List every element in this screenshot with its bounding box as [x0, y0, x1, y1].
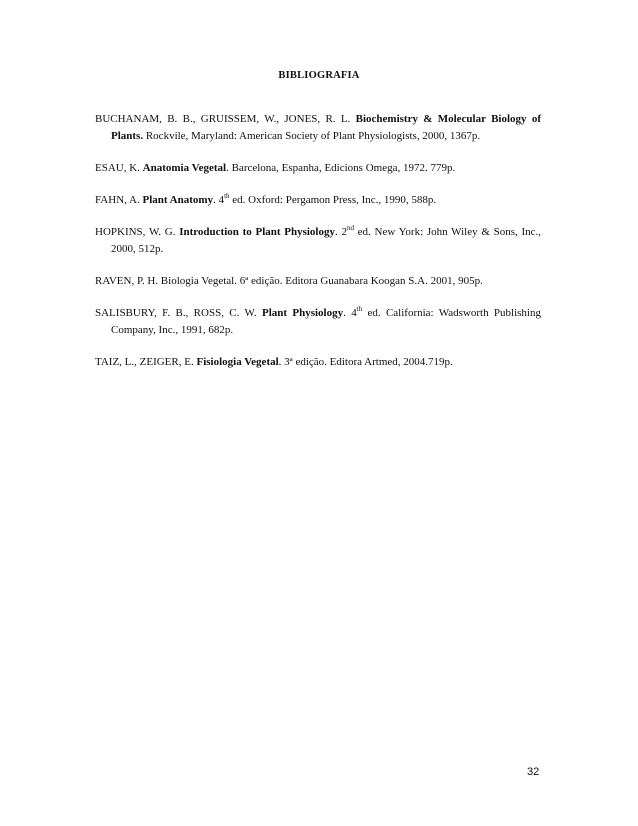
- reference-title: Introduction to Plant Physiology: [179, 226, 335, 238]
- reference-entry: [95, 224, 541, 258]
- reference-title: Fisiologia Vegetal: [196, 356, 279, 368]
- reference-authors: RAVEN, P. H. Biologia Vegetal. 6ª edição. Editora Guanabara Koogan S.A. 2001, 905p.: [95, 275, 483, 287]
- page-title: BIBLIOGRAFIA: [278, 70, 360, 81]
- reference-title: Plant Physiology: [261, 307, 344, 319]
- reference-details: . Barcelona, Espanha, Edicions Omega, 1972. 779p.: [226, 162, 456, 174]
- reference-authors: TAIZ, L., ZEIGER, E.: [95, 356, 197, 368]
- reference-entry: [95, 305, 541, 339]
- reference-authors: HOPKINS, W. G.: [95, 226, 180, 238]
- reference-title: Biochemistry & Molecular Biology of Plants.: [111, 113, 541, 142]
- reference-authors: BUCHANAM, B. B., GRUISSEM, W., JONES, R. L.: [95, 113, 356, 125]
- reference-edition-suffix: nd: [346, 224, 354, 232]
- reference-details: . 4: [213, 194, 225, 206]
- reference-entry: [95, 192, 541, 209]
- reference-entry: [95, 273, 541, 290]
- reference-title: Anatomia Vegetal: [142, 162, 227, 174]
- page-number: 32: [527, 766, 540, 778]
- reference-details: Rockvile, Maryland: American Society of Plant Physiologists, 2000, 1367p.: [143, 130, 481, 142]
- reference-entry: [95, 111, 541, 145]
- reference-edition-suffix: th: [224, 192, 230, 200]
- reference-publisher: ed. California: Wadsworth Publishing Company, Inc., 1991, 682p.: [111, 307, 541, 336]
- reference-details: . 4: [343, 307, 357, 319]
- reference-title: Plant Anatomy: [142, 194, 214, 206]
- reference-publisher: ed. New York: John Wiley & Sons, Inc., 2000, 512p.: [111, 226, 541, 255]
- reference-publisher: ed. Oxford: Pergamon Press, Inc., 1990, 588p.: [229, 194, 437, 206]
- reference-edition-suffix: th: [356, 305, 363, 313]
- reference-details: . 2: [334, 226, 347, 238]
- reference-authors: ESAU, K.: [95, 162, 143, 174]
- reference-authors: SALISBURY, F. B., ROSS, C. W.: [95, 307, 262, 319]
- reference-details: . 3ª edição. Editora Artmed, 2004.719p.: [278, 356, 453, 368]
- reference-authors: FAHN, A.: [95, 194, 143, 206]
- reference-entry: [95, 160, 541, 177]
- reference-entry: [95, 354, 541, 371]
- reference-list: [95, 111, 541, 386]
